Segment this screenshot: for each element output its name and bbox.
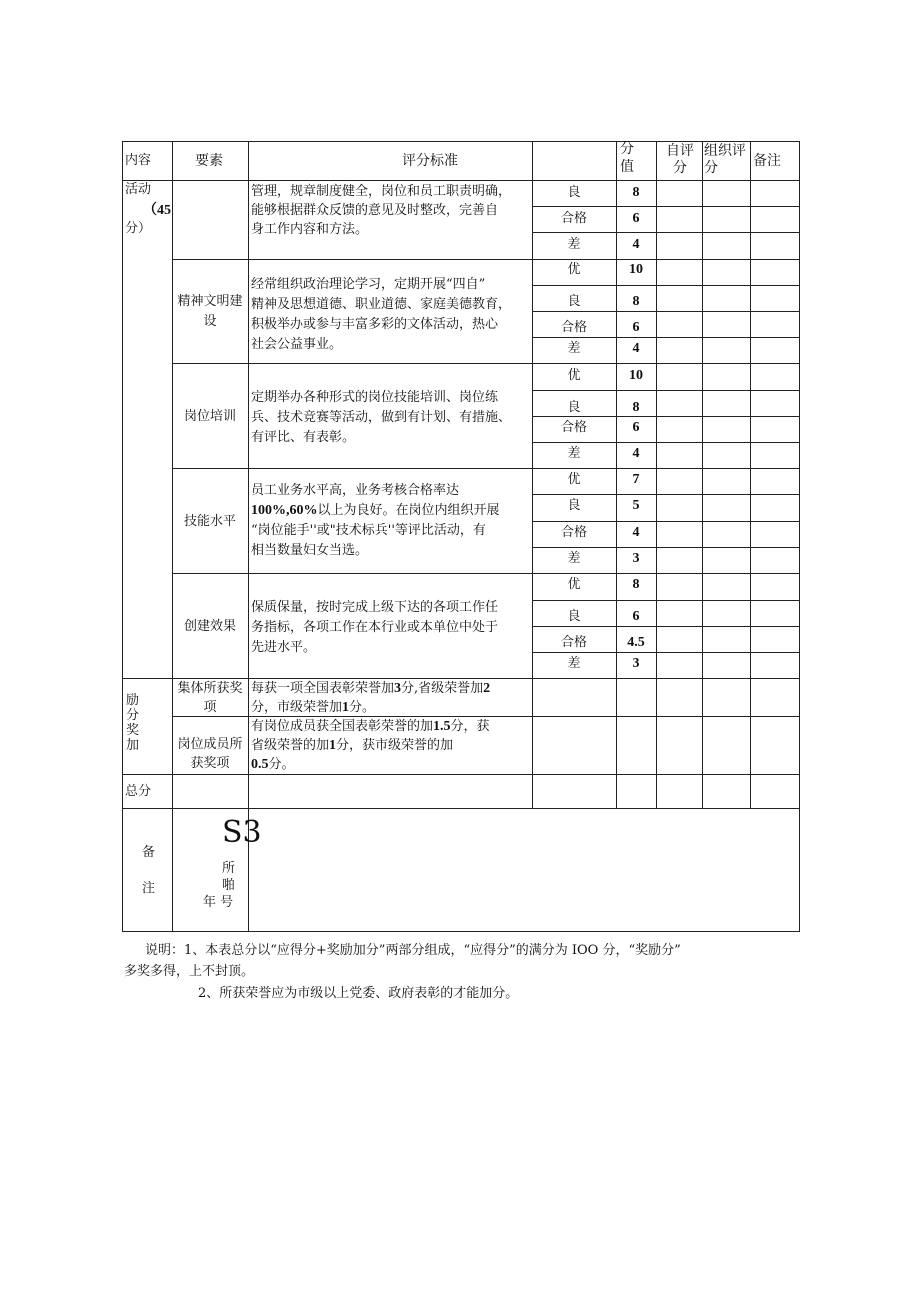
criteria-line (251, 755, 490, 774)
rule (122, 931, 800, 932)
rule (532, 494, 800, 495)
rule (122, 180, 800, 181)
level-label: 良 (567, 185, 581, 200)
criteria-line (251, 736, 490, 755)
remark-label: 备 (142, 845, 156, 860)
rule (532, 521, 800, 522)
criteria-rate: 100%,60% (251, 503, 318, 518)
rule (172, 468, 800, 469)
criteria-rate-text: 以上为良好。在岗位内组织开展 (317, 503, 500, 518)
score-value: 4 (632, 341, 640, 356)
element-line: 岗位成员所 (177, 737, 243, 752)
element-line: 精神文明建 (177, 294, 243, 309)
criteria-line: 经常组织政治理论学习，定期开展“四自” (251, 277, 486, 292)
stamp-line: 啪 (222, 878, 236, 893)
rule (532, 285, 800, 286)
remark-label: 注 (142, 881, 156, 896)
category-label: 活动 (125, 182, 152, 197)
score-value: 10 (629, 262, 643, 277)
criteria-line: 身工作内容和方法。 (251, 222, 369, 237)
stamp-line: 年 号 (203, 895, 234, 910)
level-label: 差 (567, 656, 581, 671)
rule (532, 547, 800, 548)
header-score (620, 140, 634, 176)
criteria-part: 分。 (349, 700, 376, 715)
criteria-num: 0.5 (251, 757, 269, 772)
rule (122, 141, 123, 932)
rule (172, 363, 800, 364)
criteria-line: 员工业务水平高，业务考核合格率达 (251, 483, 460, 498)
criteria-text (251, 388, 511, 448)
criteria-line: 精神及思想道德、职业道德、家庭美德教育， (251, 297, 512, 312)
criteria-part: 分,省级荣誉加 (401, 681, 484, 696)
level-label: 合格 (560, 211, 587, 226)
bonus-label-char: 分 (126, 708, 140, 723)
criteria-num: 1 (329, 738, 337, 753)
level-label: 差 (567, 237, 581, 252)
criteria-line: 社会公益事业。 (251, 337, 343, 352)
level-label: 良 (567, 498, 581, 513)
criteria-line: 管理，规章制度健全，岗位和员工职责明确， (251, 184, 512, 199)
element-line: 获奖项 (190, 756, 230, 771)
score-value: 6 (632, 211, 640, 226)
criteria-line: 定期举办各种形式的岗位技能培训、岗位练 (251, 390, 499, 405)
category-label (143, 201, 171, 221)
criteria-line: 保质保量，按时完成上级下达的各项工作任 (251, 600, 499, 615)
rule (532, 600, 800, 601)
criteria-part: 分，市级荣誉加 (251, 700, 343, 715)
element-label: 技能水平 (183, 514, 236, 529)
header-org (704, 143, 746, 177)
criteria-part: 省级荣誉的加 (251, 738, 330, 753)
element-label (172, 735, 248, 773)
criteria-text (251, 679, 490, 717)
note-line: 多奖多得，上不封顶。 (124, 964, 255, 979)
header-self (658, 143, 702, 177)
header-score-line: 分 (620, 141, 634, 157)
criteria-line: 务指标，各项工作在本行业或本单位中处于 (251, 620, 499, 635)
stamp-glyph: S3 (222, 815, 262, 850)
level-label: 差 (567, 551, 581, 566)
rule (702, 141, 703, 809)
element-line: 集体所获奖 (177, 681, 243, 696)
level-label: 合格 (560, 635, 587, 650)
rule (172, 141, 173, 932)
level-label: 合格 (560, 420, 587, 435)
level-label: 优 (567, 262, 581, 277)
element-label (172, 679, 248, 717)
criteria-line (251, 679, 490, 698)
criteria-line (251, 717, 490, 736)
criteria-part: 有岗位成员获全国表彰荣誉的加 (251, 719, 434, 734)
criteria-text (251, 182, 511, 239)
element-label: 岗位培训 (183, 409, 236, 424)
level-label: 优 (567, 368, 581, 383)
level-label: 差 (567, 341, 581, 356)
level-label: 合格 (560, 320, 587, 335)
rule (122, 141, 800, 142)
bonus-label (126, 693, 139, 753)
level-label: 良 (567, 609, 581, 624)
rule (532, 442, 800, 443)
score-value: 8 (632, 294, 640, 309)
level-label: 良 (567, 400, 581, 415)
criteria-text (251, 481, 500, 561)
category-label: 分） (125, 221, 152, 236)
score-value: 6 (632, 420, 640, 435)
criteria-line: 兵、技术竞赛等活动，做到有计划、有措施、 (251, 410, 512, 425)
score-value: 6 (632, 609, 640, 624)
criteria-line: 积极举办或参与丰富多彩的文体活动，热心 (251, 317, 499, 332)
rule (750, 141, 751, 809)
header-org-line: 分 (704, 160, 718, 176)
rule (172, 259, 800, 260)
header-org-line: 组织评 (704, 143, 746, 159)
header-score-line: 值 (620, 159, 634, 175)
header-self-line: 自评 (666, 143, 694, 159)
level-label: 良 (567, 294, 581, 309)
element-label (172, 292, 248, 332)
criteria-part: 分，获 (450, 719, 490, 734)
score-value: 6 (632, 320, 640, 335)
header-remark: 备注 (753, 153, 781, 169)
criteria-text (251, 598, 498, 658)
element-line: 设 (203, 314, 217, 329)
stamp-line: 所 (222, 861, 236, 876)
rule (122, 774, 800, 775)
score-value: 4 (632, 525, 640, 540)
header-self-line: 分 (673, 160, 687, 176)
rule (532, 390, 800, 391)
score-value: 8 (632, 185, 640, 200)
rule (172, 573, 800, 574)
criteria-line (251, 501, 500, 521)
score-value: 3 (632, 656, 640, 671)
rule (656, 141, 657, 809)
header-element: 要素 (195, 153, 223, 169)
criteria-line: 能够根据群众反馈的意见及时整改，完善自 (251, 203, 499, 218)
bonus-label-char: 励 (126, 693, 140, 708)
criteria-num: 3 (394, 681, 402, 696)
header-criteria: 评分标准 (402, 153, 458, 169)
level-label: 合格 (560, 525, 587, 540)
criteria-part: 每获一项全国表彰荣誉加 (251, 681, 395, 696)
score-value: 8 (632, 400, 640, 415)
element-label: 创建效果 (183, 619, 236, 634)
note-line: 说明：1、本表总分以“应得分+奖励加分”两部分组成，“应得分”的满分为 IOO 分，“奖励分” (145, 943, 681, 958)
rule (122, 808, 800, 809)
score-value: 5 (632, 498, 640, 513)
score-value: 7 (632, 472, 640, 487)
score-value: 4.5 (627, 635, 645, 650)
criteria-num: 2 (483, 681, 491, 696)
rule (799, 141, 800, 932)
criteria-num: 1.5 (433, 719, 451, 734)
criteria-line: 相当数量妇女当选。 (251, 543, 369, 558)
criteria-part: 分，获市级荣誉的加 (336, 738, 454, 753)
criteria-line: 有评比、有表彰。 (251, 430, 356, 445)
level-label: 优 (567, 472, 581, 487)
score-value: 4 (632, 446, 640, 461)
rule (248, 141, 249, 932)
bonus-label-char: 加 (126, 738, 140, 753)
note-line: 2、所获荣誉应为市级以上党委、政府表彰的才能加分。 (198, 986, 519, 1001)
score-value: 4 (632, 237, 640, 252)
score-value: 8 (632, 577, 640, 592)
header-content: 内容 (125, 153, 152, 168)
level-label: 差 (567, 446, 581, 461)
element-line: 项 (203, 700, 217, 715)
rule (532, 232, 800, 233)
rule (532, 206, 800, 207)
total-label: 总分 (125, 784, 152, 799)
criteria-text (251, 275, 511, 355)
criteria-line: “岗位能手''或"技术标兵''等评比活动，有 (251, 523, 486, 538)
score-value: 3 (632, 551, 640, 566)
score-value: 10 (629, 368, 643, 383)
bonus-label-char: 奖 (126, 723, 140, 738)
criteria-num: 1 (342, 700, 350, 715)
criteria-part: 分。 (268, 757, 295, 772)
level-label: 优 (567, 577, 581, 592)
category-label-prefix: （45 (143, 203, 171, 218)
criteria-line (251, 698, 490, 717)
criteria-text (251, 717, 490, 774)
criteria-line: 先进水平。 (251, 640, 317, 655)
